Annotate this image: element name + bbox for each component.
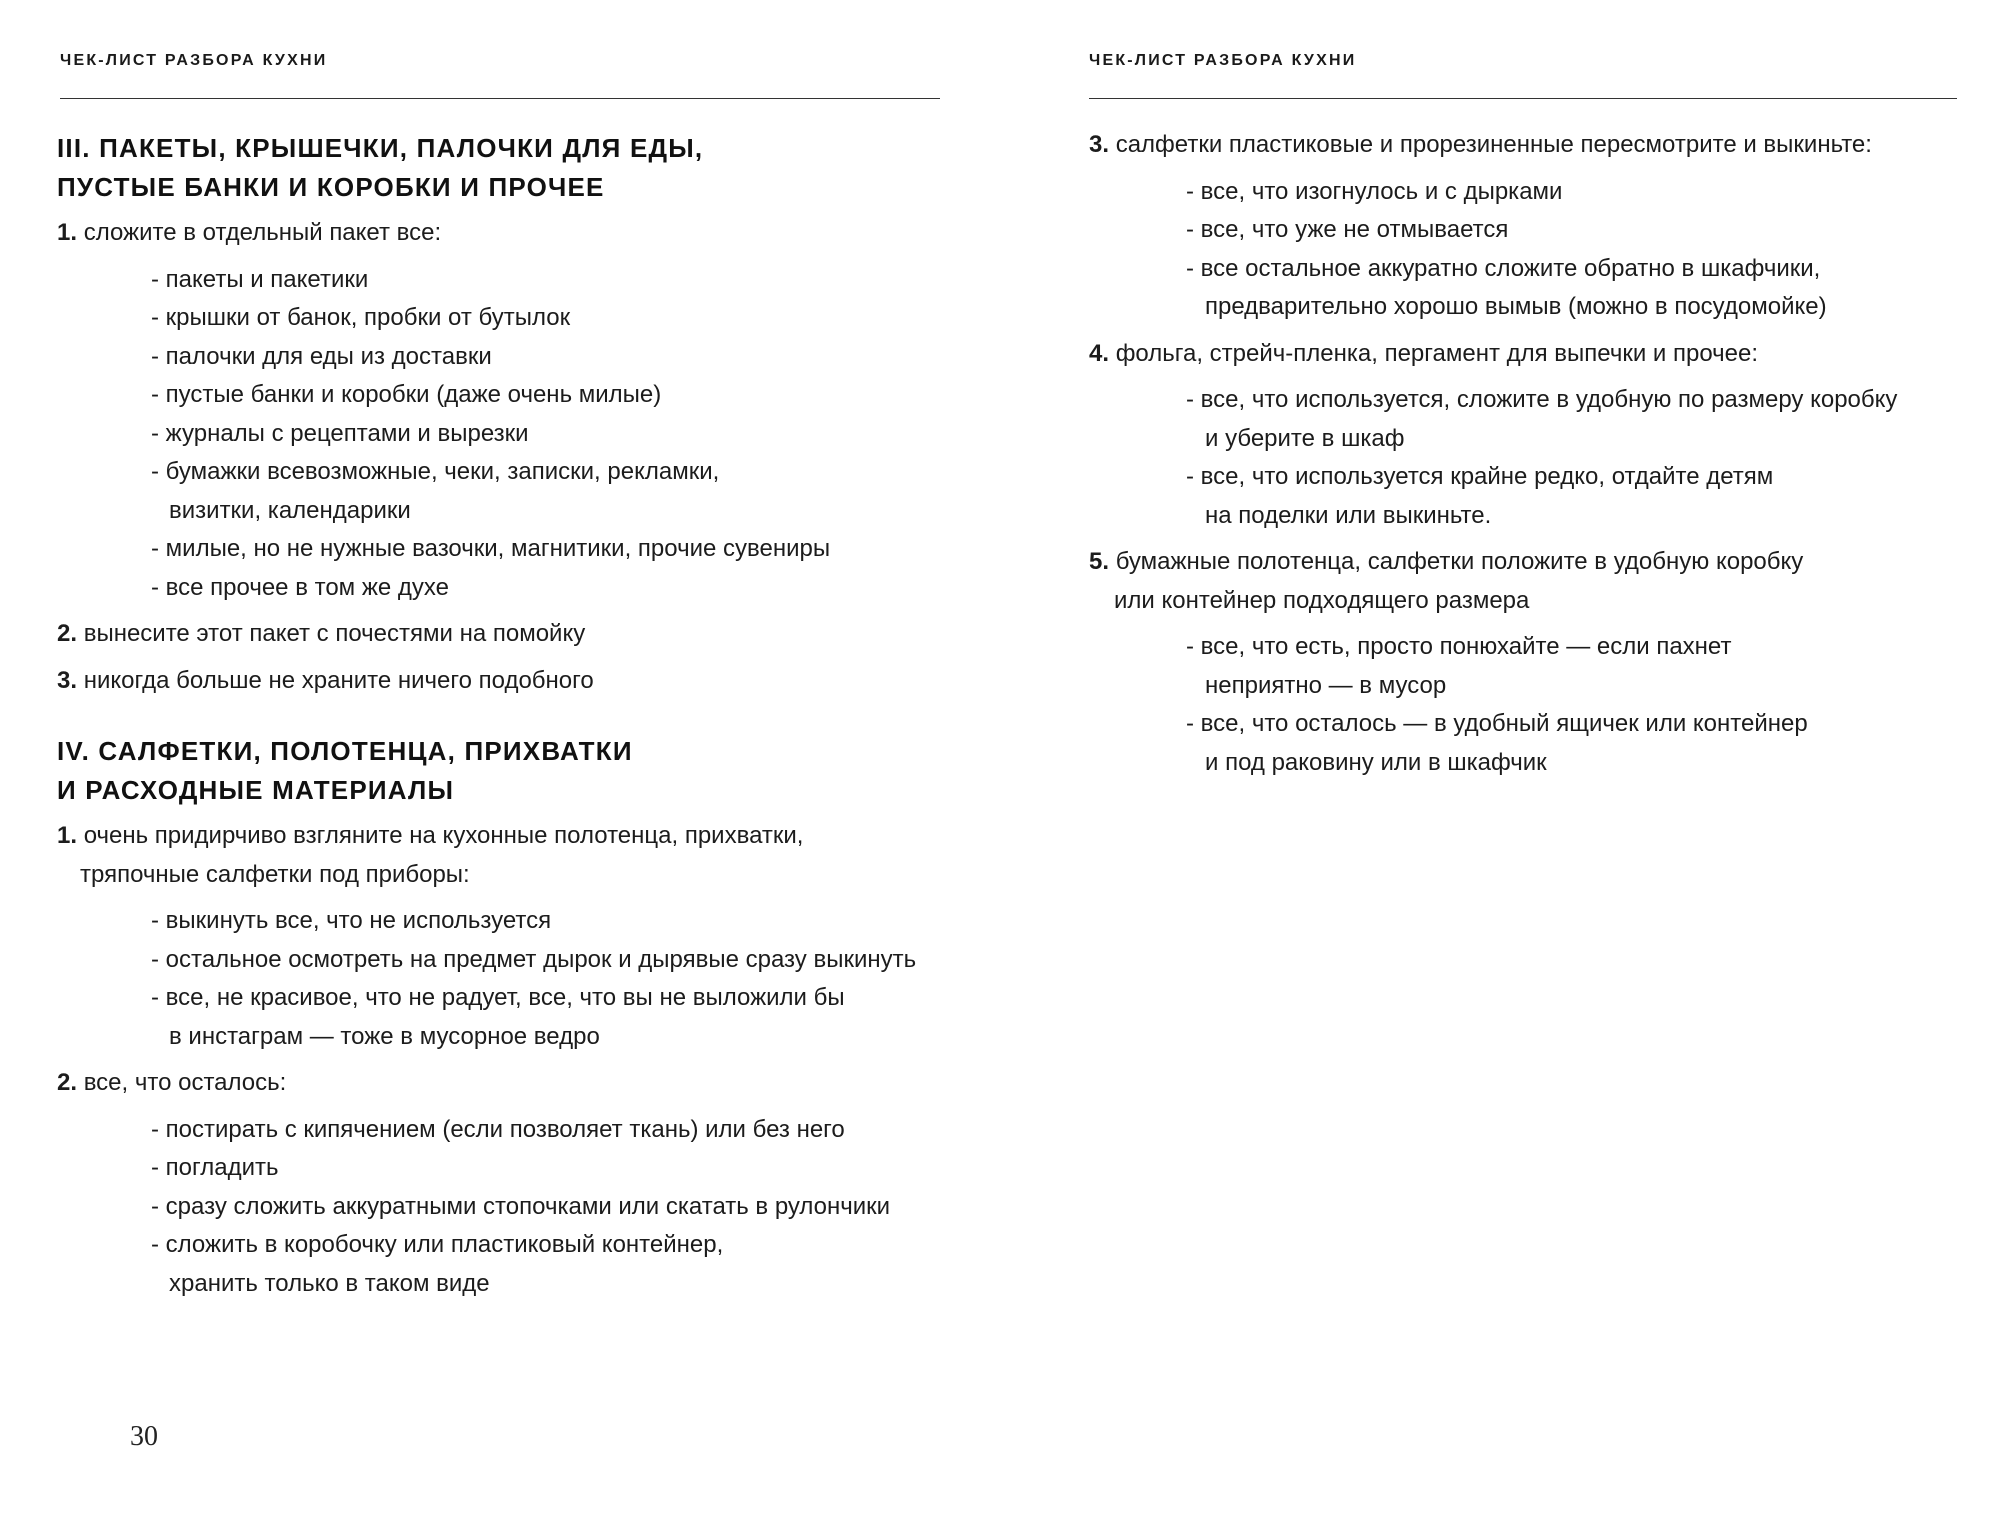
list-item: - все, что используется, сложите в удобную по размеру коробку	[1186, 386, 1898, 413]
list-item: - крышки от банок, пробки от бутылок	[151, 304, 571, 331]
section-title: ПУСТЫЕ БАНКИ И КОРОБКИ И ПРОЧЕЕ	[57, 171, 605, 202]
list-item-continuation: неприятно — в мусор	[1205, 671, 1447, 699]
section-4	[57, 732, 982, 1303]
numbered-step	[57, 662, 982, 701]
list-item: - все прочее в том же духе	[151, 573, 449, 601]
step-number: 1.	[57, 219, 78, 246]
step-text-continuation: или контейнер подходящего размера	[1114, 586, 1530, 614]
header-rule	[60, 98, 940, 99]
list-item-continuation: предварительно хорошо вымыв (можно в посудомойке)	[1205, 293, 1827, 320]
list-item-continuation: и уберите в шкаф	[1205, 424, 1405, 452]
step-text: салфетки пластиковые и прорезиненные пересмотрите и выкиньте:	[1115, 131, 1872, 158]
list-item: - пустые банки и коробки (даже очень милые)	[151, 381, 662, 408]
section-3	[57, 129, 982, 700]
running-head: ЧЕК-ЛИСТ РАЗБОРА КУХНИ	[1089, 52, 1357, 69]
list-item: - все, что уже не отмывается	[1186, 216, 1509, 243]
step-text: очень придирчиво взгляните на кухонные полотенца, прихватки,	[83, 822, 804, 849]
step-text: сложите в отдельный пакет все:	[83, 219, 442, 246]
step-text-continuation: тряпочные салфетки под приборы:	[80, 860, 470, 888]
step-number: 4.	[1089, 339, 1110, 367]
list-item: - все, что изогнулось и с дырками	[1186, 177, 1563, 205]
numbered-step	[57, 615, 982, 654]
list-item-continuation: в инстаграм — тоже в мусорное ведро	[169, 1022, 600, 1050]
step-number: 2.	[57, 620, 78, 647]
numbered-step	[57, 817, 982, 856]
step-text: никогда больше не храните ничего подобного	[83, 666, 594, 694]
list-item: - выкинуть все, что не используется	[151, 907, 552, 934]
list-item: - погладить	[151, 1154, 279, 1181]
step-number: 3.	[57, 666, 78, 694]
step-number: 2.	[57, 1069, 78, 1096]
numbered-step	[57, 1064, 982, 1103]
list-item: - постирать с кипячением (если позволяет ткань) или без него	[151, 1115, 845, 1143]
section-title: IV. САЛФЕТКИ, ПОЛОТЕНЦА, ПРИХВАТКИ	[57, 736, 633, 766]
list-item: - палочки для еды из доставки	[151, 342, 492, 370]
list-item: - бумажки всевозможные, чеки, записки, рекламки,	[151, 458, 720, 485]
page-number: 30	[130, 1421, 158, 1452]
step-text: вынесите этот пакет с почестями на помойку	[83, 620, 586, 647]
right-page	[1000, 0, 2000, 1517]
step-text: фольга, стрейч-пленка, пергамент для выпечки и прочее:	[1115, 339, 1759, 367]
list-item: - все, что используется крайне редко, отдайте детям	[1186, 463, 1774, 490]
list-item: - сложить в коробочку или пластиковый контейнер,	[151, 1231, 724, 1258]
numbered-step	[1089, 126, 1994, 165]
numbered-step	[57, 214, 982, 253]
step-number: 1.	[57, 822, 78, 849]
list-item: - все остальное аккуратно сложите обратно в шкафчики,	[1186, 254, 1821, 282]
list-item-continuation: и под раковину или в шкафчик	[1205, 748, 1547, 776]
list-item: - все, что осталось — в удобный ящичек или контейнер	[1186, 710, 1808, 737]
section-title: И РАСХОДНЫЕ МАТЕРИАЛЫ	[57, 774, 455, 805]
list-item: - милые, но не нужные вазочки, магнитики, прочие сувениры	[151, 535, 831, 562]
list-item: - все, что есть, просто понюхайте — если пахнет	[1186, 633, 1732, 660]
step-number: 5.	[1089, 548, 1110, 575]
list-item: - все, не красивое, что не радует, все, что вы не выложили бы	[151, 984, 845, 1011]
numbered-step	[1089, 335, 1994, 374]
running-head: ЧЕК-ЛИСТ РАЗБОРА КУХНИ	[60, 52, 328, 69]
header-rule	[1089, 98, 1957, 99]
list-item: - пакеты и пакетики	[151, 265, 369, 293]
step-text: все, что осталось:	[83, 1069, 287, 1096]
list-item: - сразу сложить аккуратными стопочками или скатать в рулончики	[151, 1192, 891, 1220]
list-item: - журналы с рецептами и вырезки	[151, 419, 529, 447]
numbered-step	[1089, 543, 1994, 582]
list-item-continuation: хранить только в таком виде	[169, 1269, 490, 1297]
right-page-content	[1089, 126, 1994, 782]
section-title: III. ПАКЕТЫ, КРЫШЕЧКИ, ПАЛОЧКИ ДЛЯ ЕДЫ,	[57, 133, 704, 163]
left-page-content	[57, 129, 982, 1303]
list-item-continuation: на поделки или выкиньте.	[1205, 501, 1492, 529]
list-item-continuation: визитки, календарики	[169, 496, 411, 524]
step-text: бумажные полотенца, салфетки положите в удобную коробку	[1115, 548, 1804, 575]
list-item: - остальное осмотреть на предмет дырок и дырявые сразу выкинуть	[151, 945, 917, 973]
step-number: 3.	[1089, 131, 1110, 158]
